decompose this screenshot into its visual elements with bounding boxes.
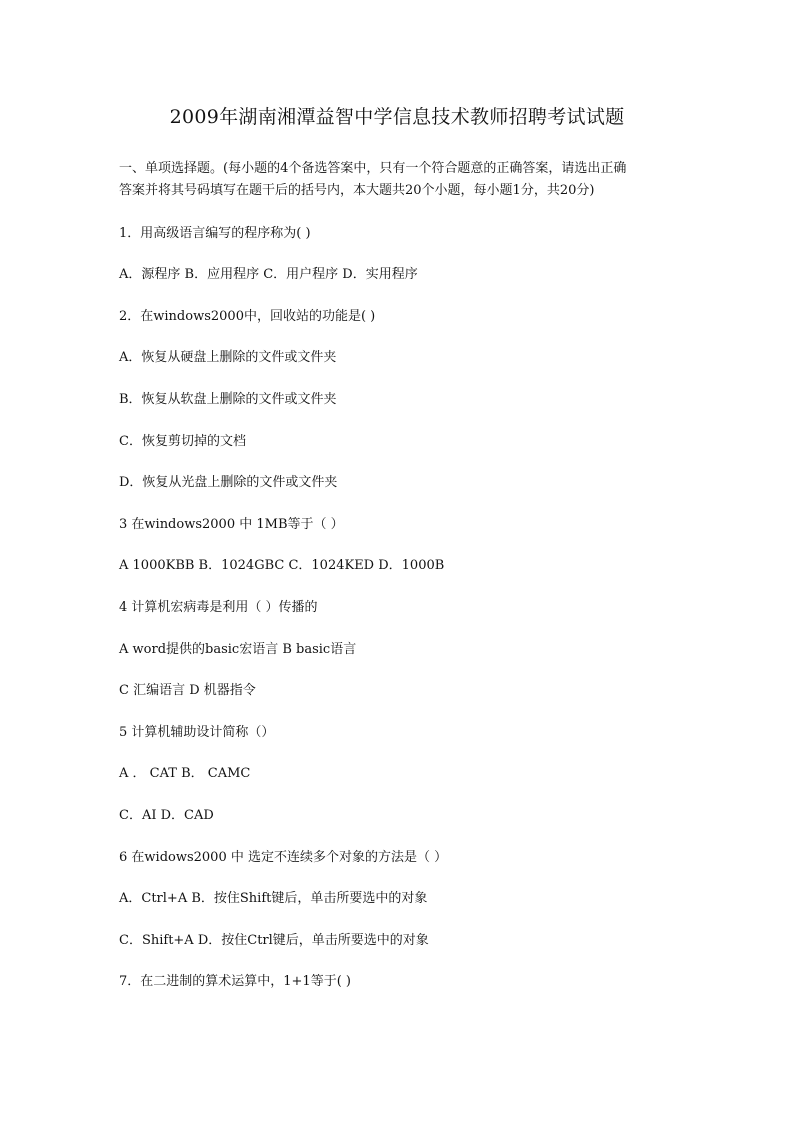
answer-options: A．Ctrl+A B．按住Shift键后，单击所要选中的对象 bbox=[119, 891, 428, 907]
answer-options: C 汇编语言 D 机器指令 bbox=[119, 683, 256, 699]
question-stem: 4 计算机宏病毒是利用（ ）传播的 bbox=[119, 599, 318, 615]
section-heading-line: 答案并将其号码填写在题干后的括号内，本大题共20个小题，每小题1分，共20分) bbox=[119, 183, 595, 198]
answer-options: C．Shift+A D．按住Ctrl键后，单击所要选中的对象 bbox=[119, 932, 429, 948]
question-stem: 6 在widows2000 中 选定不连续多个对象的方法是（ ） bbox=[119, 849, 448, 865]
question-stem: 5 计算机辅助设计简称（） bbox=[119, 724, 275, 740]
question-stem: 2．在windows2000中，回收站的功能是( ) bbox=[119, 308, 376, 324]
question-stem: 3 在windows2000 中 1MB等于（ ） bbox=[119, 516, 344, 532]
question-stem: 7．在二进制的算术运算中，1+1等于( ) bbox=[119, 974, 351, 990]
document-title: 2009年湖南湘潭益智中学信息技术教师招聘考试试题 bbox=[169, 106, 625, 128]
answer-options: A word提供的basic宏语言 B basic语言 bbox=[119, 641, 357, 657]
answer-options: A．源程序 B．应用程序 C．用户程序 D．实用程序 bbox=[119, 267, 418, 283]
answer-options: A ． CAT B． CAMC bbox=[119, 766, 251, 782]
answer-options: C．AI D．CAD bbox=[119, 807, 214, 823]
document-body bbox=[119, 158, 679, 992]
answer-option: C．恢复剪切掉的文档 bbox=[119, 433, 246, 449]
answer-option: A．恢复从硬盘上删除的文件或文件夹 bbox=[119, 350, 337, 366]
answer-option: B．恢复从软盘上删除的文件或文件夹 bbox=[119, 391, 337, 407]
answer-options: A 1000KBB B．1024GBC C．1024KED D．1000B bbox=[119, 558, 445, 574]
section-heading bbox=[119, 158, 679, 202]
section-heading-line: 一、单项选择题。(每小题的4个备选答案中，只有一个符合题意的正确答案，请选出正确 bbox=[119, 161, 627, 176]
answer-option: D．恢复从光盘上删除的文件或文件夹 bbox=[119, 475, 338, 491]
question-stem: 1．用高级语言编写的程序称为( ) bbox=[119, 225, 311, 241]
